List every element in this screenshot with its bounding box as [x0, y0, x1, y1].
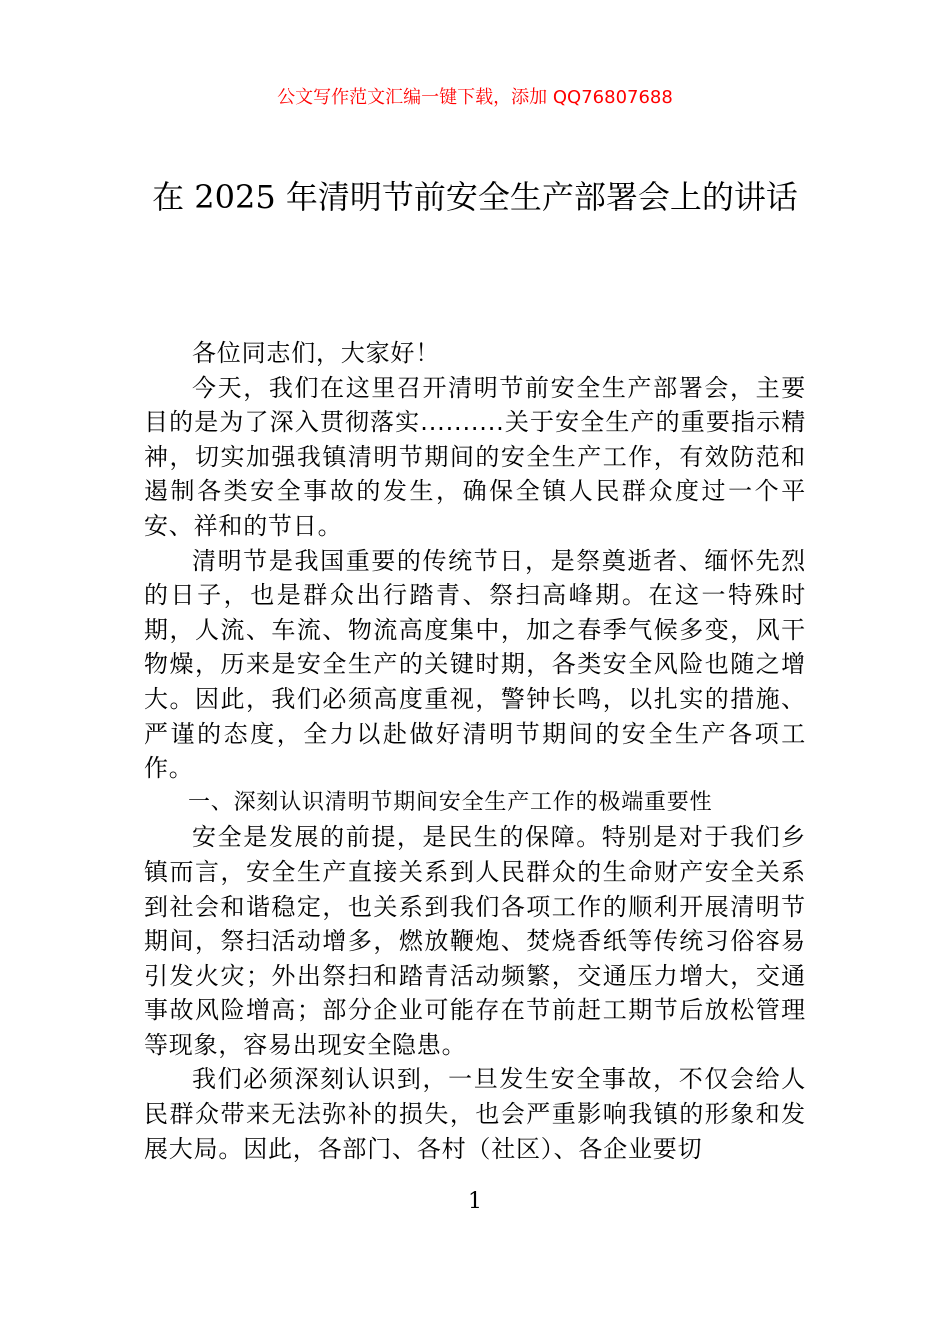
- paragraph-purpose: 今天，我们在这里召开清明节前安全生产部署会，主要目的是为了深入贯彻落实..........关于安全生产的重要指示精神，切实加强我镇清明节期间的安全生产工作，有效防范和遏制各类安全事故的发生，确保全镇人民群众度过一个平安、祥和的节日。: [144, 373, 806, 540]
- paragraph-background: 清明节是我国重要的传统节日，是祭奠逝者、缅怀先烈的日子，也是群众出行踏青、祭扫高峰期。在这一特殊时期，人流、车流、物流高度集中，加之春季气候多变，风干物燥，历来是安全生产的关键时期，各类安全风险也随之增大。因此，我们必须高度重视，警钟长鸣，以扎实的措施、严谨的态度，全力以赴做好清明节期间的安全生产各项工作。: [144, 546, 806, 783]
- paragraph-consequence: 我们必须深刻认识到，一旦发生安全事故，不仅会给人民群众带来无法弥补的损失，也会严重影响我镇的形象和发展大局。因此，各部门、各村（社区）、各企业要切: [144, 1065, 806, 1163]
- section-heading-1: 一、深刻认识清明节期间安全生产工作的极端重要性: [188, 789, 713, 815]
- paragraph-importance: 安全是发展的前提，是民生的保障。特别是对于我们乡镇而言，安全生产直接关系到人民群众的生命财产安全关系到社会和谐稳定，也关系到我们各项工作的顺利开展清明节期间，祭扫活动增多，燃放鞭炮、焚烧香纸等传统习俗容易引发火灾；外出祭扫和踏青活动频繁，交通压力增大，交通事故风险增高；部分企业可能存在节前赶工期节后放松管理等现象，容易出现安全隐患。: [144, 823, 806, 1059]
- document-body: [144, 336, 806, 1166]
- paragraph-greeting: 各位同志们，大家好！: [192, 339, 440, 367]
- header-download-note: 公文写作范文汇编一键下载，添加 QQ76807688: [277, 87, 673, 108]
- page-number: 1: [468, 1189, 482, 1214]
- document-title: 在 2025 年清明节前安全生产部署会上的讲话: [152, 178, 798, 216]
